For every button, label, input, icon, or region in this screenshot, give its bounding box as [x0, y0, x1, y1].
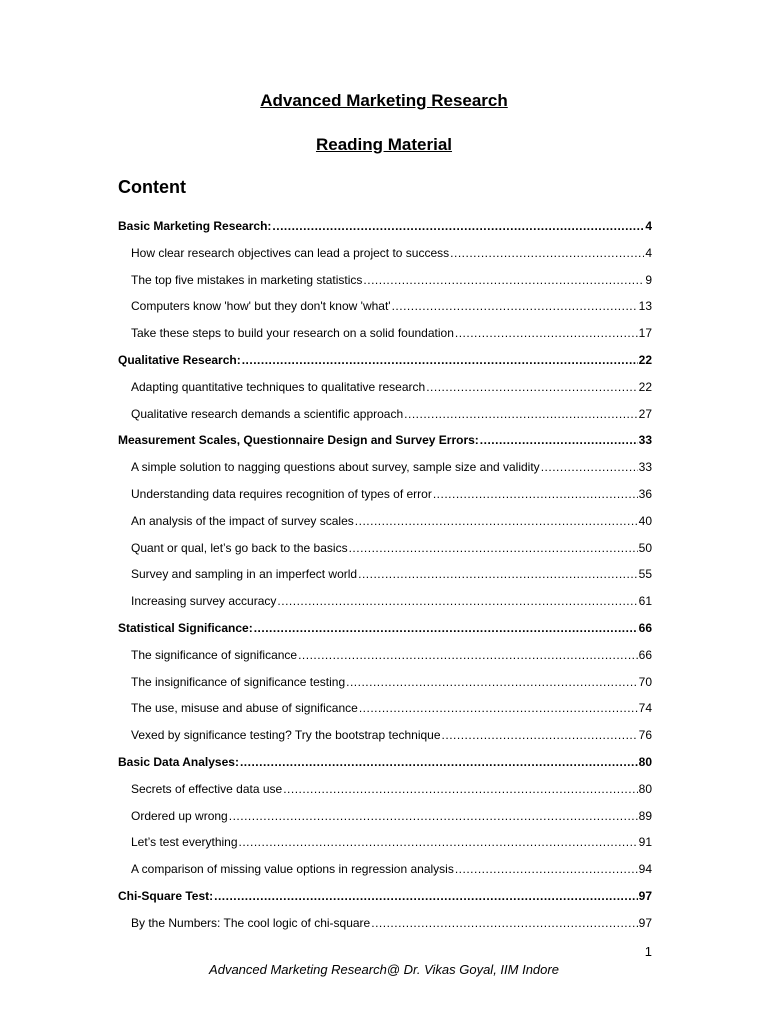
toc-entry-page: 70 — [638, 674, 652, 689]
toc-entry-page: 33 — [638, 460, 652, 475]
toc-dot-leader — [298, 647, 638, 663]
toc-entry-page: 61 — [638, 594, 652, 609]
toc-entry-label: The insignificance of significance testing — [131, 674, 346, 689]
toc-entry-label: How clear research objectives can lead a project to success — [131, 245, 450, 260]
toc-entry-label: The top five mistakes in marketing statistics — [131, 272, 363, 287]
toc-subsection-entry — [131, 268, 652, 288]
toc-entry-label: Vexed by significance testing? Try the bootstrap technique — [131, 728, 441, 743]
page-footer: Advanced Marketing Research@ Dr. Vikas Goyal, IIM Indore — [209, 962, 559, 977]
toc-section-entry — [118, 428, 652, 448]
toc-entry-label: Qualitative research demands a scientific approach — [131, 406, 404, 421]
toc-entry-page: 80 — [638, 755, 652, 769]
toc-entry-page: 13 — [638, 299, 652, 314]
toc-entry-label: Secrets of effective data use — [131, 781, 283, 796]
toc-entry-label: By the Numbers: The cool logic of chi-square — [131, 915, 371, 930]
document-subtitle: Reading Material — [315, 135, 453, 154]
toc-entry-label: The significance of significance — [131, 647, 298, 662]
toc-dot-leader — [240, 754, 638, 770]
toc-entry-page: 66 — [638, 647, 652, 662]
toc-entry-page: 22 — [638, 353, 652, 367]
toc-subsection-entry — [131, 562, 652, 582]
toc-entry-page: 97 — [638, 915, 652, 930]
toc-entry-page: 40 — [638, 513, 652, 528]
toc-dot-leader — [363, 272, 644, 288]
toc-subsection-entry — [131, 482, 652, 502]
toc-dot-leader — [480, 432, 638, 448]
toc-entry-page: 36 — [638, 487, 652, 501]
toc-subsection-entry — [131, 643, 652, 663]
toc-entry-page: 4 — [645, 245, 652, 260]
toc-entry-page: 17 — [638, 326, 652, 341]
toc-dot-leader — [371, 915, 637, 931]
toc-subsection-entry — [131, 321, 652, 341]
toc-entry-label: Adapting quantitative techniques to qualitative research — [131, 379, 426, 394]
toc-entry-page: 89 — [638, 808, 652, 823]
toc-entry-page: 97 — [638, 889, 652, 903]
toc-subsection-entry — [131, 830, 652, 850]
toc-entry-page: 66 — [638, 621, 652, 635]
toc-subsection-entry — [131, 589, 652, 609]
toc-section-entry — [118, 348, 652, 368]
toc-entry-page: 33 — [638, 433, 652, 448]
toc-entry-label: Basic Marketing Research: — [118, 219, 272, 233]
toc-dot-leader — [404, 406, 637, 422]
toc-entry-page: 9 — [645, 272, 652, 287]
toc-dot-leader — [455, 861, 638, 877]
toc-subsection-entry — [131, 857, 652, 877]
toc-section-entry — [118, 750, 652, 770]
toc-dot-leader — [277, 593, 637, 609]
toc-entry-label: A comparison of missing value options in regression analysis — [131, 862, 454, 877]
toc-entry-label: Chi-Square Test: — [118, 889, 214, 903]
toc-dot-leader — [455, 325, 638, 341]
toc-entry-label: Let’s test everything — [131, 835, 238, 850]
toc-entry-page: 76 — [638, 728, 652, 743]
toc-subsection-entry — [131, 241, 652, 261]
toc-entry-label: Statistical Significance: — [118, 621, 253, 635]
toc-section-entry — [118, 616, 652, 636]
page-number: 1 — [644, 944, 652, 959]
toc-dot-leader — [239, 834, 638, 850]
toc-dot-leader — [358, 566, 638, 582]
toc-dot-leader — [346, 674, 638, 690]
toc-subsection-entry — [131, 375, 652, 395]
toc-entry-page: 55 — [638, 567, 652, 582]
toc-dot-leader — [450, 245, 644, 261]
toc-entry-page: 22 — [638, 379, 652, 394]
toc-subsection-entry — [131, 509, 652, 529]
toc-entry-label: Understanding data requires recognition of types of error — [131, 487, 432, 501]
toc-dot-leader — [392, 298, 638, 314]
toc-entry-page: 4 — [645, 219, 652, 233]
toc-dot-leader — [242, 352, 638, 368]
toc-dot-leader — [359, 700, 638, 716]
toc-entry-label: Survey and sampling in an imperfect world — [131, 567, 358, 582]
toc-dot-leader — [283, 781, 637, 797]
toc-dot-leader — [541, 459, 638, 475]
toc-dot-leader — [229, 808, 638, 824]
toc-dot-leader — [254, 620, 638, 636]
toc-subsection-entry — [131, 294, 652, 314]
toc-subsection-entry — [131, 911, 652, 931]
toc-entry-label: Increasing survey accuracy — [131, 594, 277, 609]
content-heading: Content — [118, 177, 186, 197]
toc-entry-label: An analysis of the impact of survey scales — [131, 513, 354, 528]
toc-dot-leader — [442, 727, 638, 743]
toc-dot-leader — [349, 540, 638, 556]
toc-entry-page: 50 — [638, 540, 652, 555]
toc-subsection-entry — [131, 696, 652, 716]
toc-entry-page: 74 — [638, 701, 652, 716]
toc-entry-label: Basic Data Analyses: — [118, 755, 239, 769]
toc-entry-label: Qualitative Research: — [118, 353, 241, 367]
toc-entry-page: 27 — [638, 406, 652, 421]
document-title: Advanced Marketing Research — [260, 91, 508, 110]
toc-subsection-entry — [131, 536, 652, 556]
toc-dot-leader — [355, 513, 638, 529]
toc-subsection-entry — [131, 402, 652, 422]
toc-entry-label: Take these steps to build your research on a solid foundation — [131, 326, 454, 341]
toc-entry-label: Computers know 'how' but they don't know 'what' — [131, 299, 391, 314]
toc-entry-label: A simple solution to nagging questions about survey, sample size and validity — [131, 460, 540, 475]
toc-entry-label: Ordered up wrong — [131, 808, 228, 823]
toc-subsection-entry — [131, 777, 652, 797]
toc-subsection-entry — [131, 670, 652, 690]
toc-section-entry — [118, 884, 652, 904]
toc-entry-page: 91 — [638, 835, 652, 850]
toc-entry-label: The use, misuse and abuse of significance — [131, 701, 358, 716]
toc-subsection-entry — [131, 455, 652, 475]
toc-entry-label: Measurement Scales, Questionnaire Design and Survey Errors: — [118, 433, 479, 448]
toc-subsection-entry — [131, 723, 652, 743]
toc-entry-page: 94 — [638, 862, 652, 877]
toc-section-entry — [118, 214, 652, 234]
toc-dot-leader — [433, 486, 638, 502]
toc-subsection-entry — [131, 804, 652, 824]
toc-entry-page: 80 — [638, 781, 652, 796]
toc-entry-label: Quant or qual, let’s go back to the basics — [131, 540, 348, 555]
toc-dot-leader — [214, 888, 638, 904]
toc-dot-leader — [272, 218, 644, 234]
toc-dot-leader — [426, 379, 637, 395]
